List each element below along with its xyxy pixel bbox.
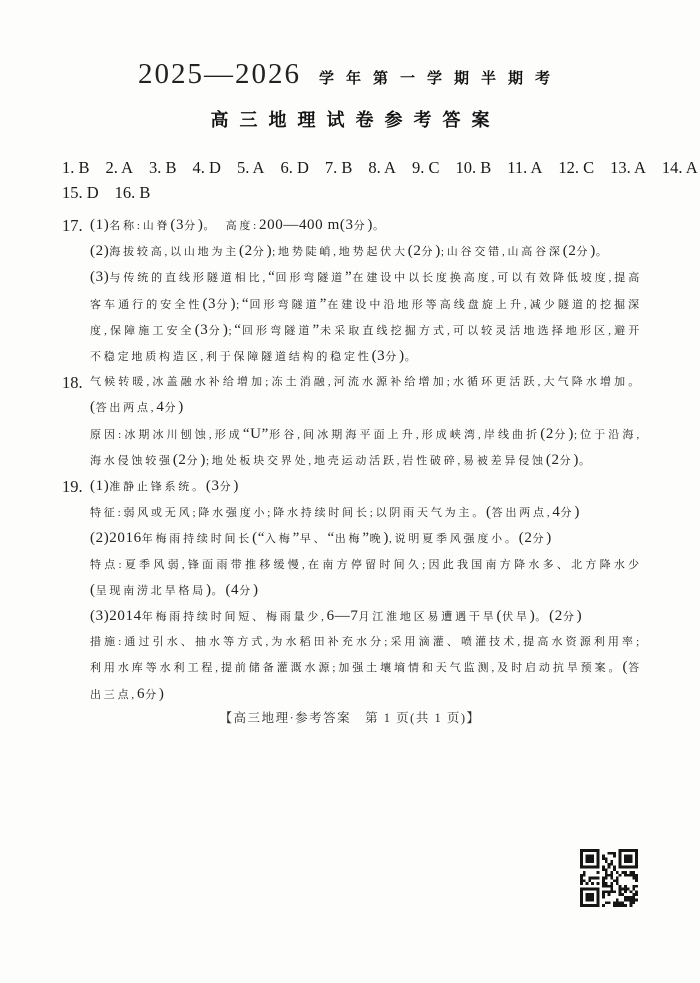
document-header — [0, 58, 700, 132]
choice-answers-row-2 — [62, 183, 644, 203]
choice-answer: 2. A — [105, 158, 134, 177]
qr-code-icon — [580, 849, 638, 907]
choice-answer: 10. B — [455, 158, 492, 177]
choice-answer: 4. D — [192, 158, 221, 177]
title-line-2: 高三地理试卷参考答案 — [210, 110, 501, 130]
answer-paragraph — [62, 213, 642, 239]
answer-text: (2)2016年梅雨持续时间长(“入梅”早、“出梅”晚),说明夏季风强度小。(2分) — [90, 530, 552, 547]
choice-answer: 5. A — [236, 158, 265, 177]
answer-text: 原因:冰期冰川刨蚀,形成“U”形谷,间冰期海平面上升,形成峡湾,岸线曲折(2分);位于沿海,海水侵蚀较强(2分);地处板块交界处,地壳运动活跃,岩性破碎,易被差异侵蚀(2分)。 — [90, 425, 642, 468]
answer-text: (3)与传统的直线形隧道相比,“回形弯隧道”在建设中以长度换高度,可以有效降低坡度,提高客车通行的安全性(3分);“回形弯隧道”在建设中沿地形等高线盘旋上升,减少隧道的挖掘深度,保障施工安全(3分);“回形弯隧道”未采取直线挖掘方式,可以较灵活地选择地形区,避开不稳定地质构造区,利于保障隧道结构的稳定性(3分)。 — [90, 269, 643, 365]
choice-answer: 7. B — [324, 158, 353, 177]
answer-paragraph — [62, 500, 642, 526]
question-number: 17. — [62, 216, 83, 235]
answer-paragraph — [62, 474, 642, 500]
answer-text: (1)名称:山脊(3分)。 高度:200—400 m(3分)。 — [90, 217, 387, 233]
answer-paragraph — [62, 604, 642, 630]
choice-answers-row-1 — [62, 158, 698, 178]
title-term: 学年第一学期半期考 — [318, 71, 562, 87]
title-academic-year: 2025—2026 — [137, 58, 301, 90]
answer-text: 气候转暖,冰盖融水补给增加;冻土消融,河流水源补给增加;水循环更活跃,大气降水增加。(答出两点,4分) — [90, 376, 642, 416]
choice-answer: 11. A — [507, 158, 543, 177]
answer-paragraph — [62, 370, 642, 421]
question-number: 19. — [62, 477, 83, 497]
title-line-1 — [0, 58, 700, 91]
choice-answer: 13. A — [610, 158, 646, 177]
answer-paragraph — [62, 526, 642, 552]
answer-paragraph — [62, 422, 642, 474]
choice-answer: 16. B — [114, 183, 151, 202]
choice-answer: 12. C — [558, 158, 595, 177]
answer-text: (3)2014年梅雨持续时间短、梅雨量少,6—7月江淮地区易遭遇干旱(伏旱)。(2分) — [90, 608, 583, 625]
answer-paragraph — [62, 630, 642, 708]
answer-text: (1)准静止锋系统。(3分) — [90, 478, 240, 495]
answer-text: 措施:通过引水、抽水等方式,为水稻田补充水分;采用滴灌、喷灌技术,提高水资源利用率;利用水库等水利工程,提前储备灌溉水源;加强土壤墒情和天气监测,及时启动抗旱预案。(答出三点,6分) — [90, 636, 642, 702]
choice-answer: 15. D — [62, 183, 99, 202]
choice-answer: 6. D — [280, 158, 309, 177]
choice-answer: 3. B — [149, 158, 177, 177]
answer-paragraph — [62, 553, 642, 604]
page-footer: 【高三地理·参考答案 第 1 页(共 1 页)】 — [219, 710, 481, 725]
choice-answer: 1. B — [62, 158, 90, 177]
choice-answer: 14. A — [661, 158, 698, 177]
answer-text: 特点:夏季风弱,锋面雨带推移缓慢,在南方停留时间久;因此我国南方降水多、北方降水少(呈现南涝北旱格局)。(4分) — [90, 558, 642, 598]
answer-paragraph — [62, 265, 642, 370]
choice-answer: 9. C — [411, 158, 440, 177]
answer-text: (2)海拔较高,以山地为主(2分);地势陡峭,地势起伏大(2分);山谷交错,山高谷深(2分)。 — [90, 243, 610, 260]
question-number: 18. — [62, 373, 83, 393]
answer-text: 特征:弱风或无风;降水强度小;降水持续时间长;以阴雨天气为主。(答出两点,4分) — [90, 504, 580, 521]
answer-paragraph — [62, 239, 642, 265]
choice-answer: 8. A — [368, 158, 396, 177]
free-response-answers — [62, 213, 642, 708]
